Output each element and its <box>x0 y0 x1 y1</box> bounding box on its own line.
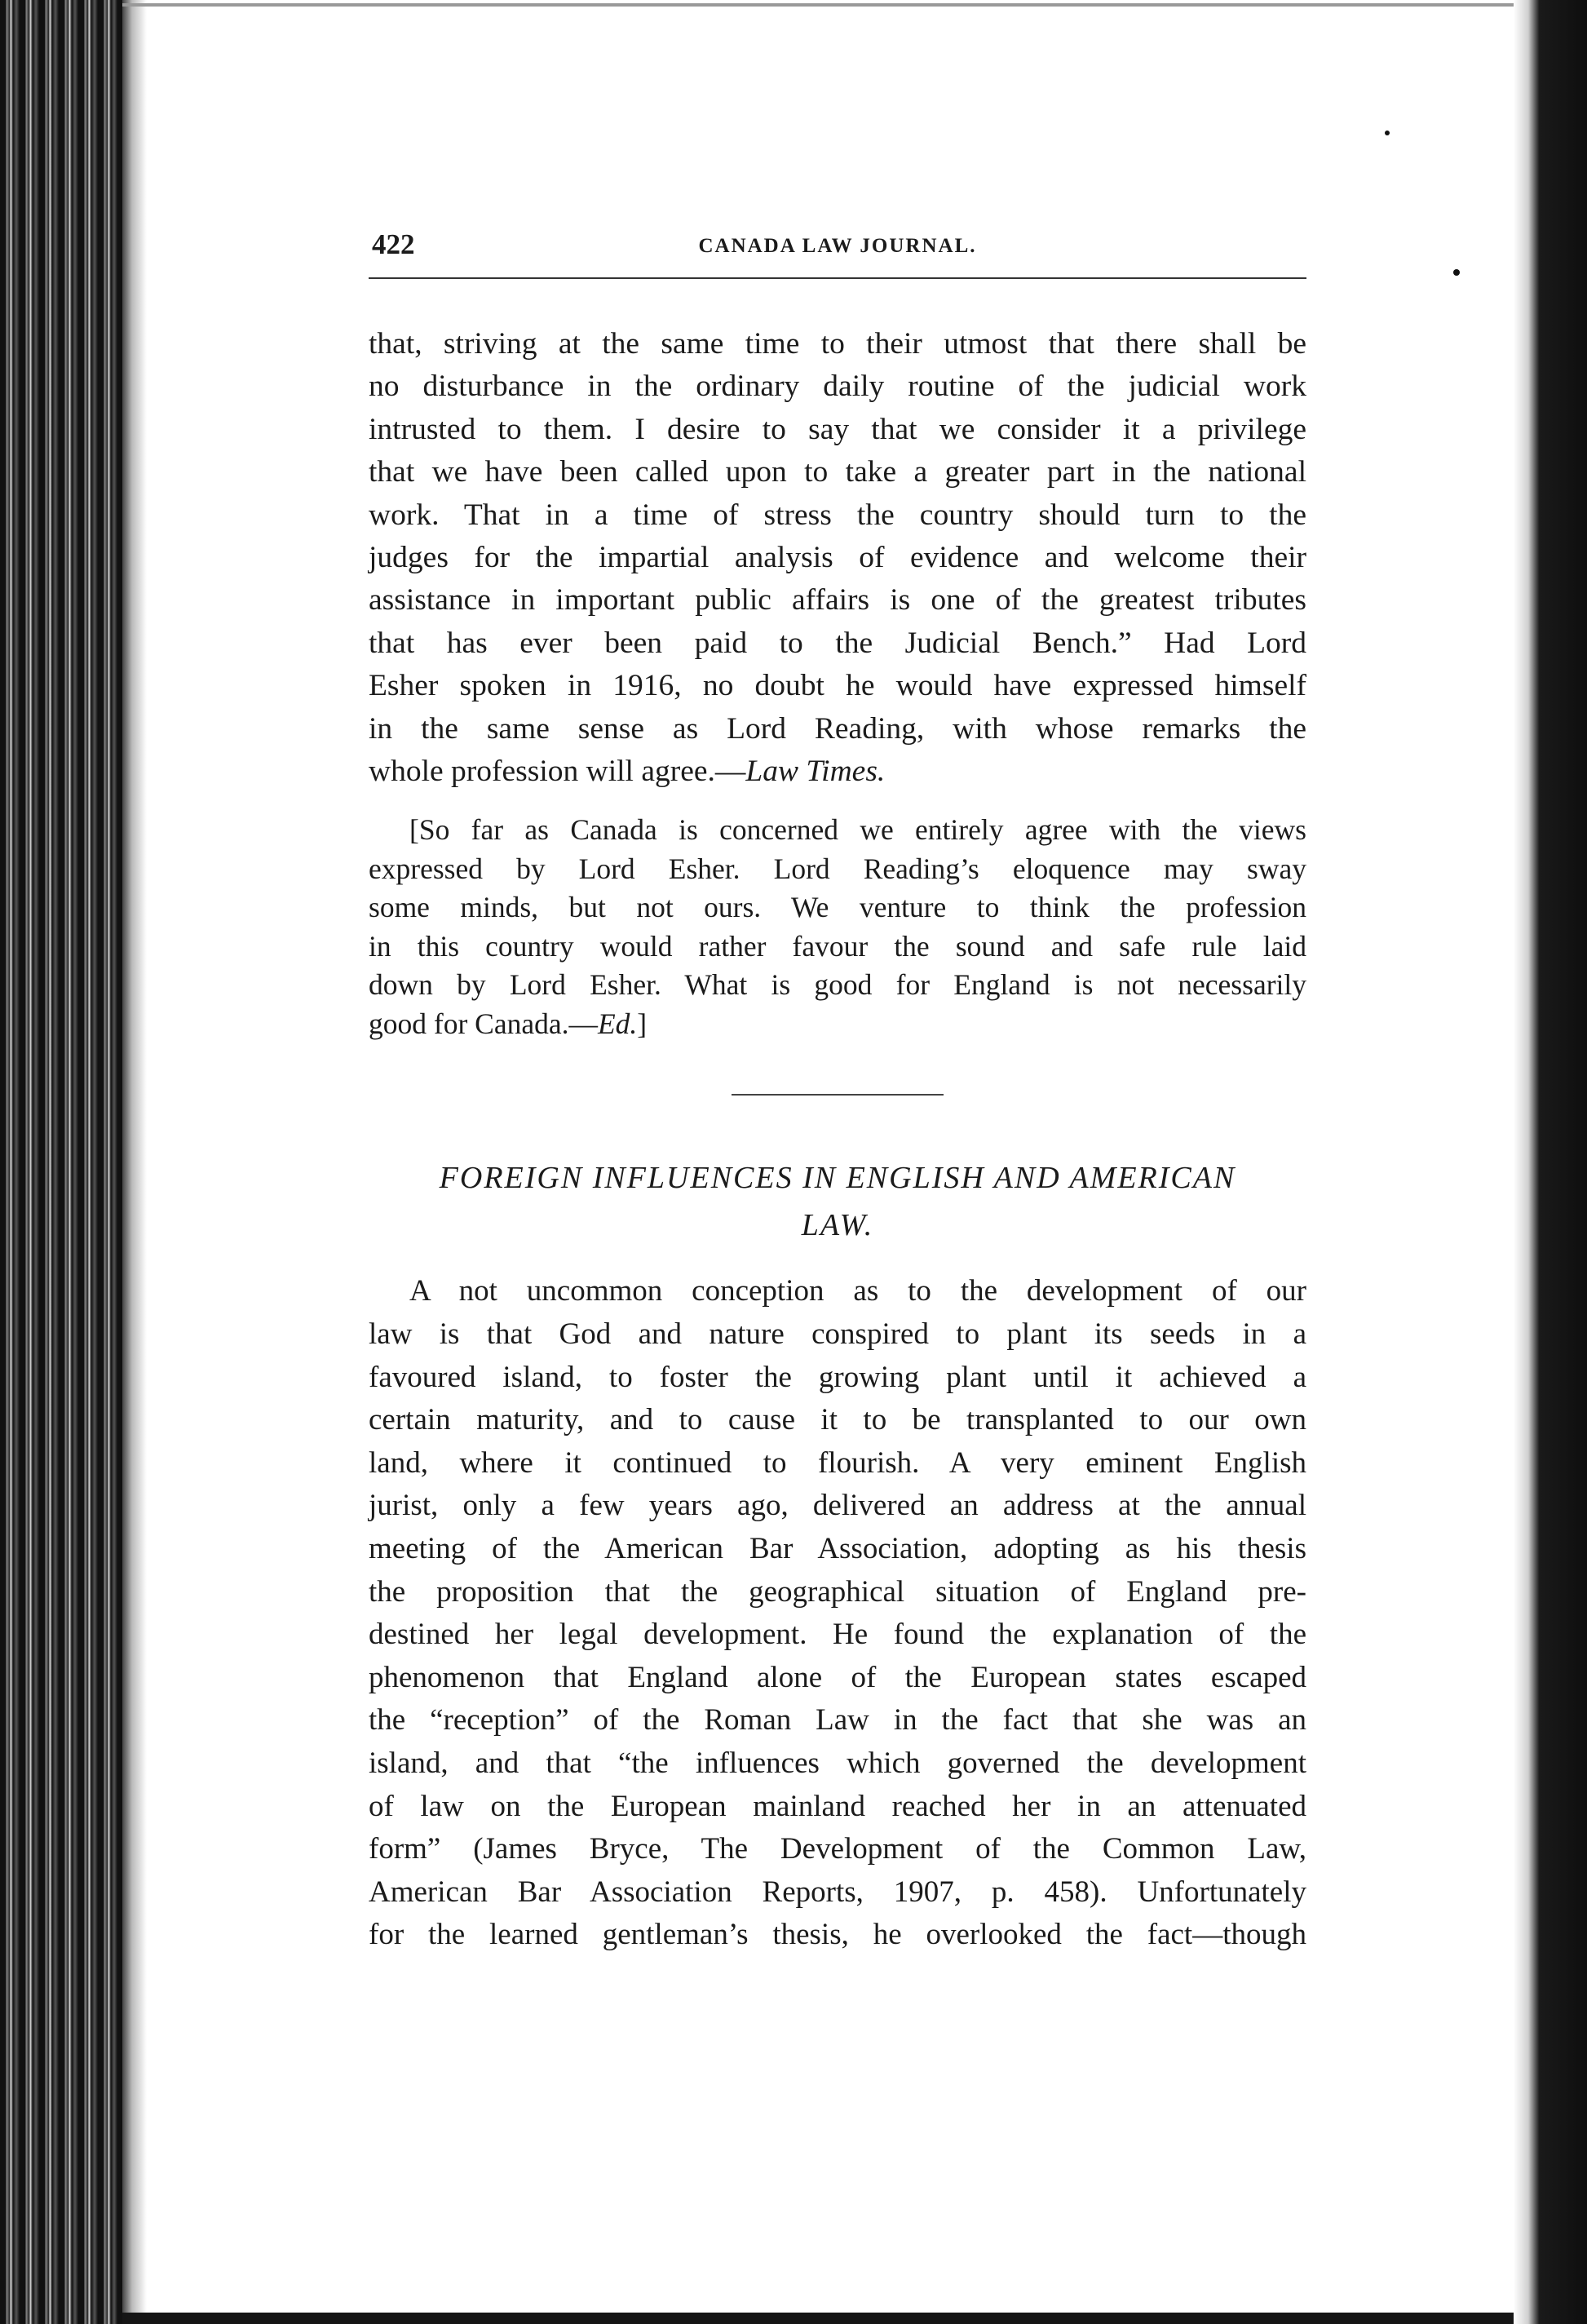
text-line: no disturbance in the ordinary daily routine of the judicial work <box>369 370 1306 404</box>
text-line: form” (James Bryce, The Development of the Common Law, <box>369 1832 1306 1866</box>
scan-speck <box>1385 131 1390 135</box>
text-line: Esher spoken in 1916, no doubt he would have expressed himself <box>369 669 1306 703</box>
text-line: in this country would rather favour the sound and safe rule laid <box>369 929 1306 963</box>
text-line-last <box>369 750 1306 793</box>
article-title <box>369 1154 1306 1249</box>
text-line: down by Lord Esher. What is good for England is not necessarily <box>369 968 1306 1002</box>
text-line: jurist, only a few years ago, delivered an address at the annual <box>369 1489 1306 1523</box>
text-line: assistance in important public affairs is one of the greatest tributes <box>369 583 1306 618</box>
text-line-last <box>369 1005 1306 1044</box>
text-line: that, striving at the same time to their utmost that there shall be <box>369 327 1306 361</box>
section-divider <box>732 1094 944 1096</box>
journal-title: CANADA LAW JOURNAL. <box>698 235 977 257</box>
article-title-line: LAW. <box>801 1208 874 1243</box>
text-line: intrusted to them. I desire to say that we consider it a privilege <box>369 412 1306 446</box>
text-line: for the learned gentleman’s thesis, he overlooked the fact—though <box>369 1918 1306 1952</box>
text-line: the proposition that the geographical situation of England pre- <box>369 1574 1306 1609</box>
text-line: the “reception” of the Roman Law in the fact that she was an <box>369 1703 1306 1737</box>
scan-top-edge <box>122 3 1514 7</box>
running-head <box>369 228 1306 279</box>
scan-speck <box>1453 269 1460 276</box>
text-line: meeting of the American Bar Association, adopting as his thesis <box>369 1532 1306 1566</box>
text-line: law is that God and nature conspired to plant its seeds in a <box>369 1317 1306 1352</box>
editor-note <box>369 811 1306 1043</box>
text-line: some minds, but not ours. We venture to think the profession <box>369 891 1306 924</box>
text-line: expressed by Lord Esher. Lord Reading’s eloquence may sway <box>369 852 1306 885</box>
text-fragment: good for Canada.— <box>369 1007 598 1040</box>
text-line: destined her legal development. He found the explanation of the <box>369 1618 1306 1652</box>
source-citation: Law Times. <box>745 755 886 789</box>
text-line: of law on the European mainland reached her in an attenuated <box>369 1789 1306 1823</box>
text-line: phenomenon that England alone of the European states escaped <box>369 1660 1306 1694</box>
text-fragment: whole profession will agree.— <box>369 755 746 789</box>
text-line: [So far as Canada is concerned we entirely agree with the views <box>409 813 1306 847</box>
text-line: favoured island, to foster the growing plant until it achieved a <box>369 1360 1306 1394</box>
continued-article <box>369 323 1306 793</box>
page-number: 422 <box>372 228 415 260</box>
editor-signature: Ed. <box>597 1007 638 1040</box>
closing-bracket: ] <box>637 1007 648 1040</box>
text-line: work. That in a time of stress the country should turn to the <box>369 498 1306 532</box>
text-line: judges for the impartial analysis of evidence and welcome their <box>369 541 1306 575</box>
article-body <box>369 1270 1306 1957</box>
text-line: American Bar Association Reports, 1907, p. 458). Unfortunately <box>369 1875 1306 1909</box>
text-line: in the same sense as Lord Reading, with whose remarks the <box>369 711 1306 746</box>
book-spine-shadow-left <box>0 0 122 2324</box>
text-line: land, where it continued to flourish. A very eminent English <box>369 1445 1306 1480</box>
page <box>369 228 1306 1957</box>
text-line: A not uncommon conception as to the development of our <box>409 1274 1306 1308</box>
book-edge-shadow-right <box>1514 0 1587 2324</box>
text-line: that has ever been paid to the Judicial Bench.” Had Lord <box>369 626 1306 660</box>
article-title-line: FOREIGN INFLUENCES IN ENGLISH AND AMERICAN <box>439 1161 1236 1196</box>
page-gutter-shading <box>122 0 147 2324</box>
text-line: certain maturity, and to cause it to be transplanted to our own <box>369 1403 1306 1437</box>
text-line: that we have been called upon to take a greater part in the national <box>369 455 1306 489</box>
scan-bottom-edge <box>122 2313 1514 2324</box>
text-line: island, and that “the influences which governed the development <box>369 1746 1306 1780</box>
